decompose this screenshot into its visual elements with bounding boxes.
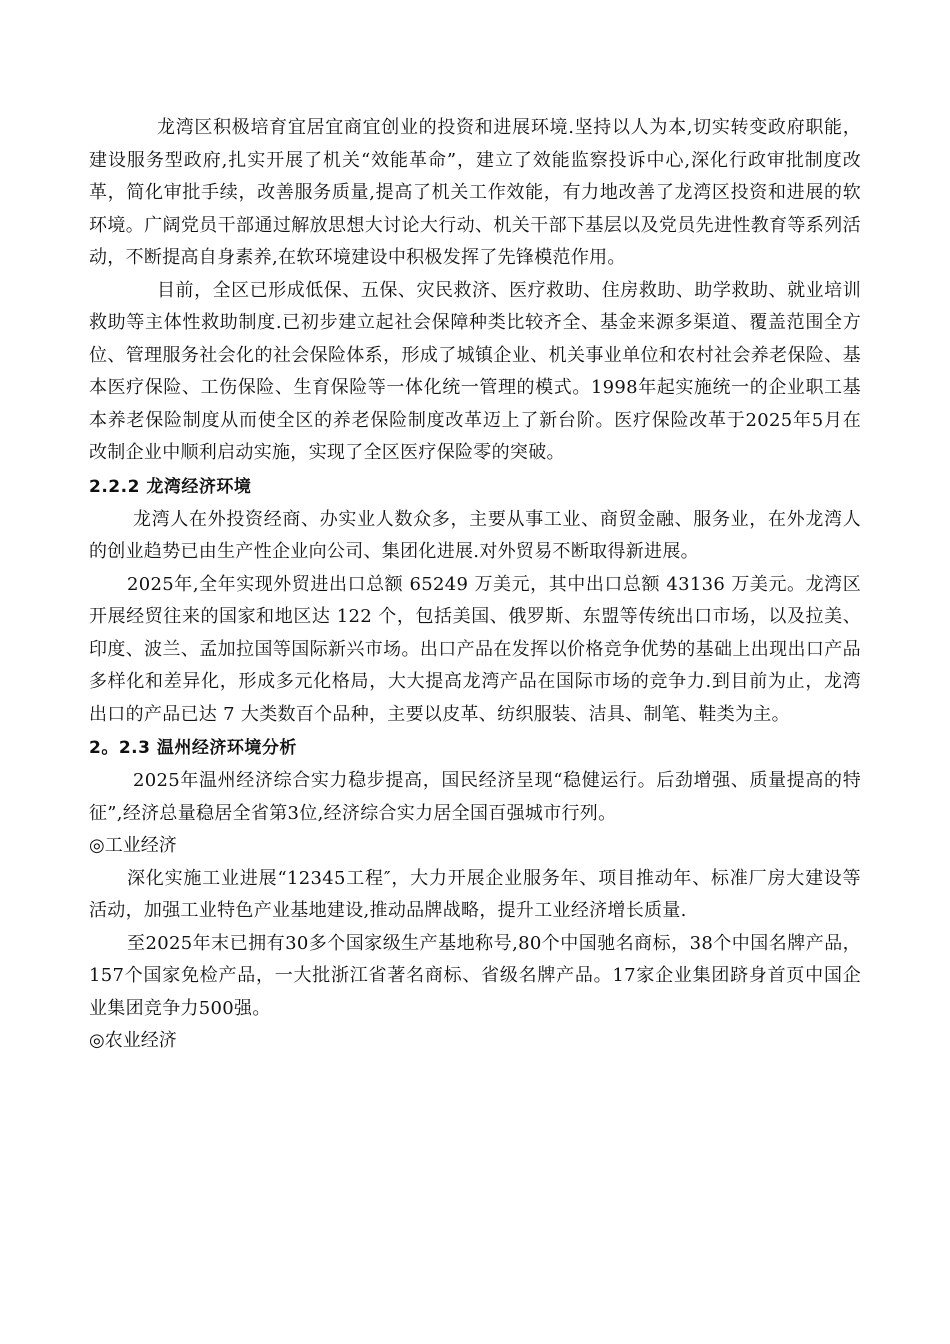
paragraph-soft-environment: 龙湾区积极培育宜居宜商宜创业的投资和进展环境.坚持以人为本,切实转变政府职能，建设服务型政府,扎实开展了机关“效能革命”，建立了效能监察投诉中心,深化行政审批制度改革，简化审批手续，改善服务质量,提高了机关工作效能，有力地改善了龙湾区投资和进展的软环境。广阔党员干部通过解放思想大讨论大行动、机关干部下基层以及党员先进性教育等系列活动，不断提高自身素养,在软环境建设中积极发挥了先锋模范作用。 — [89, 117, 861, 268]
subheading-industrial-economy: ◎工业经济 — [89, 835, 177, 856]
paragraph-wenzhou-overview: 2025年温州经济综合实力稳步提高，国民经济呈现“稳健运行。后劲增强、质量提高的特征”,经济总量稳居全省第3位,经济综合实力居全国百强城市行列。 — [89, 770, 861, 824]
section-heading-wenzhou-economy: 2。2.3 温州经济环境分析 — [89, 738, 297, 758]
subheading-agricultural-economy: ◎农业经济 — [89, 1030, 177, 1051]
paragraph-social-security: 目前，全区已形成低保、五保、灾民救济、医疗救助、住房救助、助学救助、就业培训救助等主体性救助制度.已初步建立起社会保障种类比较齐全、基金来源多渠道、覆盖范围全方位、管理服务社会化的社会保险体系，形成了城镇企业、机关事业单位和农村社会养老保险、基本医疗保险、工伤保险、生育保险等一体化统一管理的模式。1998年起实施统一的企业职工基本养老保险制度从而使全区的养老保险制度改革迈上了新台阶。医疗保险改革于2025年5月在改制企业中顺利启动实施，实现了全区医疗保险零的突破。 — [89, 279, 861, 463]
document-page — [89, 112, 861, 1058]
paragraph-foreign-trade: 2025年,全年实现外贸进出口总额 65249 万美元，其中出口总额 43136 万美元。龙湾区开展经贸往来的国家和地区达 122 个，包括美国、俄罗斯、东盟等传统出口市场，以及拉美、印度、波兰、孟加拉国等国际新兴市场。出口产品在发挥以价格竞争优势的基础上出现出口产品多样化和差异化，形成多元化格局，大大提高龙湾产品在国际市场的竞争力.到目前为止，龙湾出口的产品已达 7 大类数百个品种，主要以皮革、纺织服装、洁具、制笔、鞋类为主。 — [89, 573, 861, 725]
paragraph-longwan-entrepreneurs: 龙湾人在外投资经商、办实业人数众多，主要从事工业、商贸金融、服务业，在外龙湾人的创业趋势已由生产性企业向公司、集团化进展.对外贸易不断取得新进展。 — [89, 508, 861, 562]
paragraph-industrial-development: 深化实施工业进展“12345工程″，大力开展企业服务年、项目推动年、标准厂房大建设等活动，加强工业特色产业基地建设,推动品牌战略，提升工业经济增长质量. — [89, 867, 861, 921]
paragraph-brands: 至2025年末已拥有30多个国家级生产基地称号,80个中国驰名商标，38个中国名牌产品，157个国家免检产品，一大批浙江省著名商标、省级名牌产品。17家企业集团跻身首页中国企业集团竞争力500强。 — [89, 932, 861, 1019]
section-heading-longwan-economy: 2.2.2 龙湾经济环境 — [89, 476, 252, 497]
